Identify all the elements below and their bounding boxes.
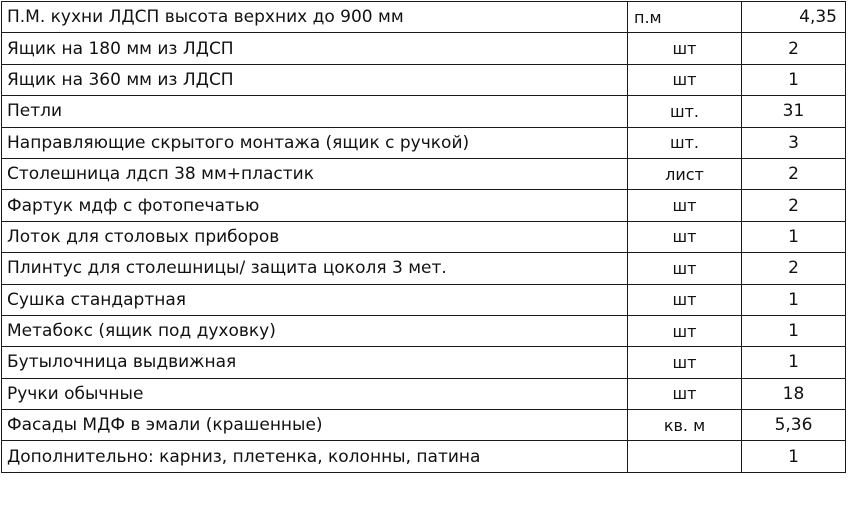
- item-name-cell[interactable]: Ящик на 180 мм из ЛДСП: [2, 33, 628, 64]
- item-name-cell[interactable]: П.М. кухни ЛДСП высота верхних до 900 мм: [2, 2, 628, 33]
- quantity-cell[interactable]: 3: [742, 127, 846, 158]
- quantity-cell[interactable]: 1: [742, 347, 846, 378]
- unit-cell[interactable]: шт: [628, 33, 742, 64]
- unit-cell[interactable]: шт: [628, 253, 742, 284]
- table-row: [2, 64, 846, 95]
- item-name-cell[interactable]: Сушка стандартная: [2, 284, 628, 315]
- table-row: [2, 158, 846, 189]
- table-row: [2, 441, 846, 472]
- item-name-cell[interactable]: Бутылочница выдвижная: [2, 347, 628, 378]
- unit-cell[interactable]: шт.: [628, 127, 742, 158]
- item-name-cell[interactable]: Ручки обычные: [2, 378, 628, 409]
- table-row: [2, 96, 846, 127]
- table-row: [2, 378, 846, 409]
- quantity-cell[interactable]: 2: [742, 158, 846, 189]
- item-name-cell[interactable]: Фасады МДФ в эмали (крашенные): [2, 410, 628, 441]
- unit-cell[interactable]: шт: [628, 315, 742, 346]
- unit-cell[interactable]: шт: [628, 64, 742, 95]
- quantity-cell[interactable]: 2: [742, 253, 846, 284]
- quantity-cell[interactable]: 1: [742, 221, 846, 252]
- item-name-cell[interactable]: Петли: [2, 96, 628, 127]
- item-name-cell[interactable]: Ящик на 360 мм из ЛДСП: [2, 64, 628, 95]
- unit-cell[interactable]: кв. м: [628, 410, 742, 441]
- quantity-cell[interactable]: 31: [742, 96, 846, 127]
- item-name-cell[interactable]: Лоток для столовых приборов: [2, 221, 628, 252]
- table-row: [2, 410, 846, 441]
- unit-cell[interactable]: п.м: [628, 2, 742, 33]
- quantity-cell[interactable]: 2: [742, 33, 846, 64]
- table-row: [2, 315, 846, 346]
- unit-cell[interactable]: шт.: [628, 96, 742, 127]
- unit-cell[interactable]: шт: [628, 221, 742, 252]
- table-row: [2, 127, 846, 158]
- unit-cell[interactable]: [628, 441, 742, 472]
- table-row: [2, 284, 846, 315]
- quantity-cell[interactable]: 1: [742, 284, 846, 315]
- unit-cell[interactable]: лист: [628, 158, 742, 189]
- quantity-cell[interactable]: 18: [742, 378, 846, 409]
- quantity-cell[interactable]: 4,35: [742, 2, 846, 33]
- quantity-cell[interactable]: 2: [742, 190, 846, 221]
- unit-cell[interactable]: шт: [628, 284, 742, 315]
- item-name-cell[interactable]: Метабокс (ящик под духовку): [2, 315, 628, 346]
- table-row: [2, 2, 846, 33]
- unit-cell[interactable]: шт: [628, 347, 742, 378]
- item-name-cell[interactable]: Направляющие скрытого монтажа (ящик с ручкой): [2, 127, 628, 158]
- kitchen-spec-table: [1, 1, 846, 473]
- item-name-cell[interactable]: Дополнительно: карниз, плетенка, колонны, патина: [2, 441, 628, 472]
- quantity-cell[interactable]: 1: [742, 315, 846, 346]
- unit-cell[interactable]: шт: [628, 190, 742, 221]
- quantity-cell[interactable]: 1: [742, 64, 846, 95]
- quantity-cell[interactable]: 1: [742, 441, 846, 472]
- table-row: [2, 347, 846, 378]
- item-name-cell[interactable]: Фартук мдф с фотопечатью: [2, 190, 628, 221]
- item-name-cell[interactable]: Столешница лдсп 38 мм+пластик: [2, 158, 628, 189]
- unit-cell[interactable]: шт: [628, 378, 742, 409]
- item-name-cell[interactable]: Плинтус для столешницы/ защита цоколя 3 мет.: [2, 253, 628, 284]
- table-row: [2, 253, 846, 284]
- table-row: [2, 190, 846, 221]
- table-row: [2, 221, 846, 252]
- quantity-cell[interactable]: 5,36: [742, 410, 846, 441]
- table-row: [2, 33, 846, 64]
